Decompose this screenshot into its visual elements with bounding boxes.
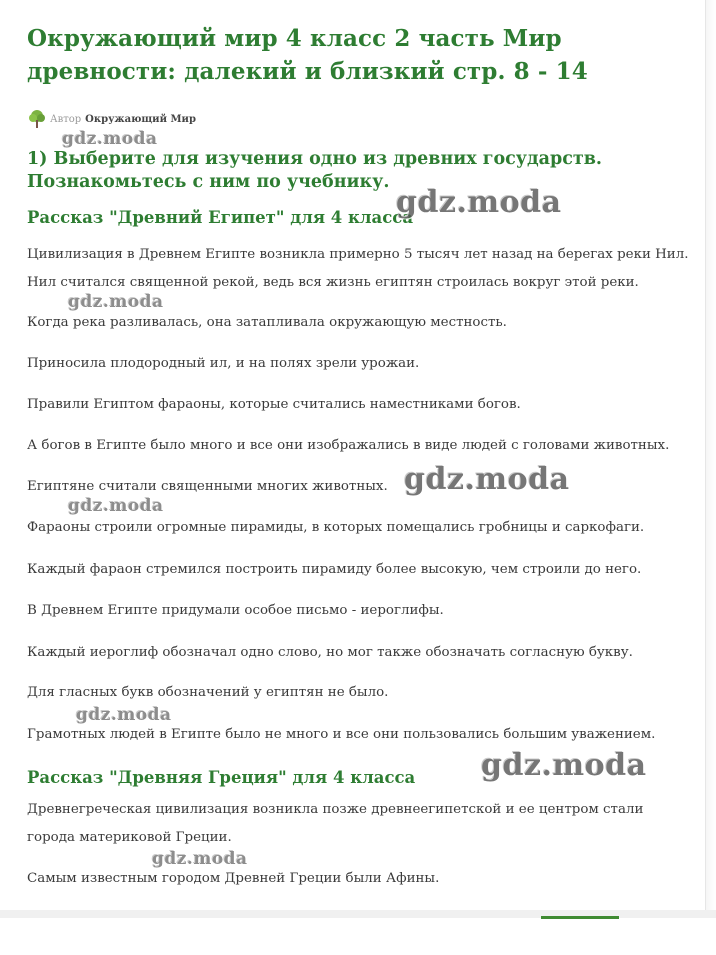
paragraph: В Древнем Египте придумали особое письмо - иероглифы. <box>27 603 444 618</box>
section-title-egypt: Рассказ "Древний Египет" для 4 класса <box>27 208 414 227</box>
paragraph: А богов в Египте было много и все они изображались в виде людей с головами животных. <box>27 438 670 453</box>
author-label: Автор <box>50 113 82 125</box>
paragraph: Приносила плодородный ил, и на полях зрели урожаи. <box>27 356 420 371</box>
watermark: gdz.moda <box>152 849 248 869</box>
paragraph: Фараоны строили огромные пирамиды, в которых помещались гробницы и саркофаги. <box>27 520 645 535</box>
paragraph: Правили Египтом фараоны, которые считались наместниками богов. <box>27 397 521 412</box>
right-scroll-edge <box>705 0 716 910</box>
tree-icon <box>27 109 47 129</box>
watermark: gdz.moda <box>62 129 158 149</box>
page-title: Окружающий мир 4 класс 2 часть Мир древности: далекий и близкий стр. 8 - 14 <box>27 25 588 85</box>
watermark: gdz.moda <box>76 705 172 725</box>
watermark: gdz.moda <box>396 185 562 220</box>
paragraph: Цивилизация в Древнем Египте возникла примерно 5 тысяч лет назад на берегах реки Нил. Нил считался священной рекой, ведь вся жизнь египтян строилась вокруг этой реки. <box>27 247 689 290</box>
paragraph: Каждый фараон стремился построить пирамиду более высокую, чем строили до него. <box>27 562 642 577</box>
paragraph: Когда река разливалась, она затапливала окружающую местность. <box>27 315 507 330</box>
paragraph: Каждый иероглиф обозначал одно слово, но мог также обозначать согласную букву. <box>27 645 633 660</box>
footer-accent-bar <box>541 916 619 919</box>
watermark: gdz.moda <box>68 292 164 312</box>
watermark: gdz.moda <box>68 496 164 516</box>
section-title-greece: Рассказ "Древняя Греция" для 4 класса <box>27 768 416 787</box>
paragraph: Древнегреческая цивилизация возникла позже древнеегипетской и ее центром стали города материковой Греции. <box>27 802 644 845</box>
paragraph: Египтяне считали священными многих животных. <box>27 479 388 494</box>
watermark: gdz.moda <box>481 748 647 783</box>
watermark: gdz.moda <box>404 462 570 497</box>
paragraph: Самым известным городом Древней Греции были Афины. <box>27 871 440 886</box>
paragraph: Грамотных людей в Египте было не много и все они пользовались большим уважением. <box>27 727 656 742</box>
author-line <box>27 108 196 130</box>
task-heading: 1) Выберите для изучения одно из древних государств. Познакомьтесь с ним по учебнику. <box>27 149 603 192</box>
paragraph: Для гласных букв обозначений у египтян не было. <box>27 685 389 700</box>
author-name[interactable]: Окружающий Мир <box>85 113 196 125</box>
